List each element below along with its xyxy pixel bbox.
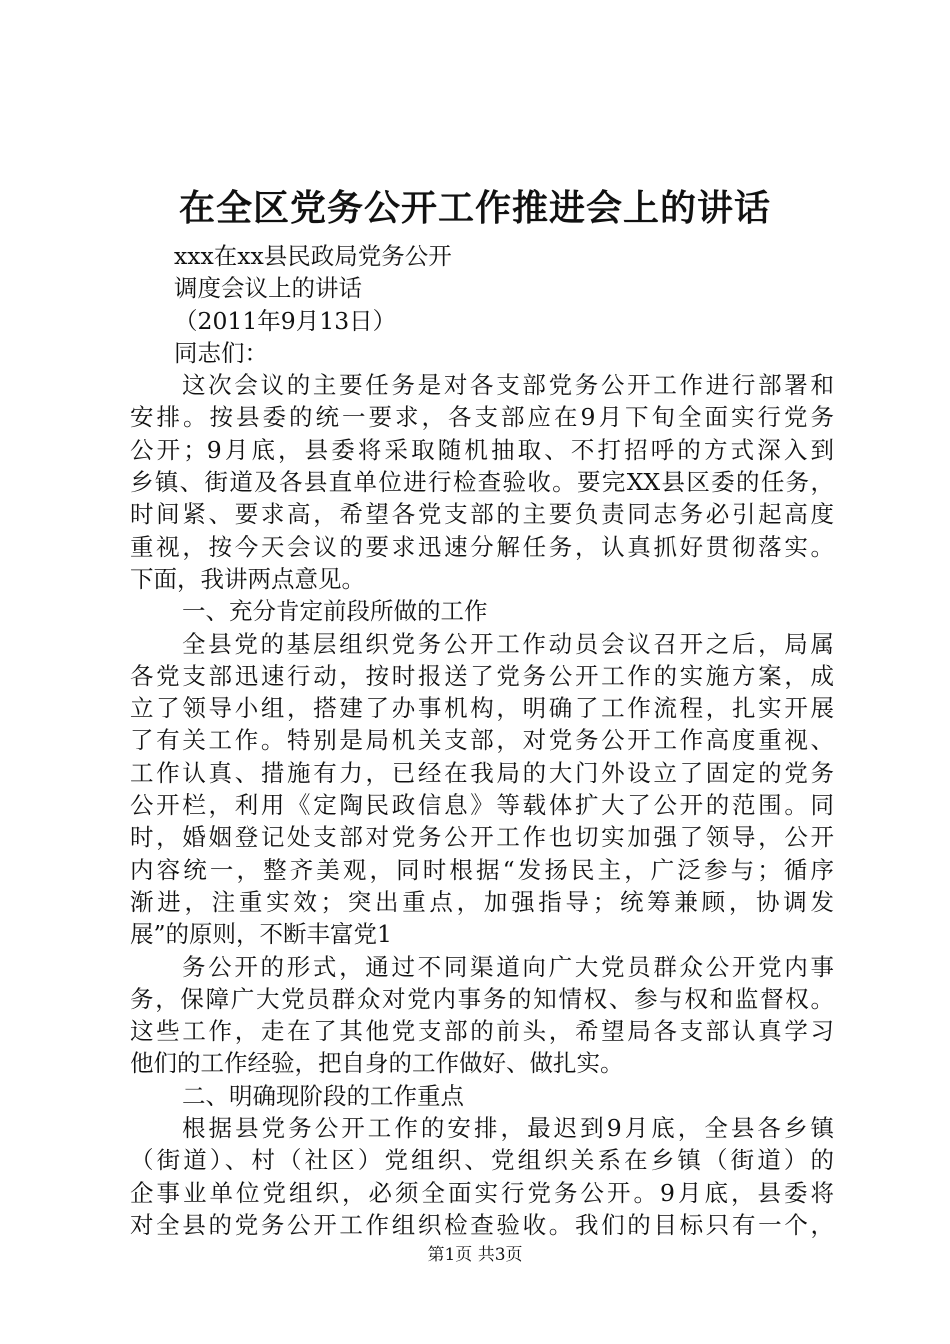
paragraph-line: 企事业单位党组织，必须全面实行党务公开。9月底，县委将 xyxy=(130,1178,834,1207)
paragraph-line: 下面，我讲两点意见。 xyxy=(130,564,365,593)
paragraph-line: 公开；9月底，县委将采取随机抽取、不打招呼的方式深入到 xyxy=(130,435,834,464)
paragraph-line: 这次会议的主要任务是对各支部党务公开工作进行部署和 xyxy=(182,371,834,400)
salutation: 同志们： xyxy=(174,338,268,367)
document-body xyxy=(130,240,834,1241)
paragraph-line: 公开栏，利用《定陶民政信息》等载体扩大了公开的范围。同 xyxy=(130,791,834,820)
paragraph-line: 务，保障广大党员群众对党内事务的知情权、参与权和监督权。 xyxy=(130,984,834,1013)
document-title: 在全区党务公开工作推进会上的讲话 xyxy=(178,187,771,229)
paragraph-line: 立了领导小组，搭建了办事机构，明确了工作流程，扎实开展 xyxy=(130,694,834,723)
paragraph-line: 时间紧、要求高，希望各党支部的主要负责同志务必引起高度 xyxy=(130,500,834,529)
section-heading-2: 二、明确现阶段的工作重点 xyxy=(182,1081,464,1110)
paragraph-line: 时，婚姻登记处支部对党务公开工作也切实加强了领导，公开 xyxy=(130,823,834,852)
paragraph-line: 乡镇、街道及各县直单位进行检查验收。要完XX县区委的任务， xyxy=(130,468,834,497)
heading-line-speaker: xxx在xx县民政局党务公开 xyxy=(174,242,452,270)
paragraph-line: 根据县党务公开工作的安排，最迟到9月底，全县各乡镇 xyxy=(182,1114,834,1143)
paragraph-line: 展”的原则，不断丰富党1 xyxy=(130,920,392,949)
paragraph-line: 了有关工作。特别是局机关支部，对党务公开工作高度重视、 xyxy=(130,726,834,755)
heading-line-date: （2011年9月13日） xyxy=(174,306,397,335)
paragraph-line: 对全县的党务公开工作组织检查验收。我们的目标只有一个， xyxy=(130,1210,834,1239)
paragraph-line: 全县党的基层组织党务公开工作动员会议召开之后，局属 xyxy=(182,629,834,658)
paragraph-line: 渐进，注重实效；突出重点，加强指导；统筹兼顾，协调发 xyxy=(130,887,834,916)
paragraph-line: 工作认真、措施有力，已经在我局的大门外设立了固定的党务 xyxy=(130,758,834,787)
paragraph-line: 他们的工作经验，把自身的工作做好、做扎实。 xyxy=(130,1049,624,1078)
paragraph-line: 内容统一，整齐美观，同时根据“发扬民主，广泛参与；循序 xyxy=(130,855,834,884)
heading-line-occasion: 调度会议上的讲话 xyxy=(174,274,362,303)
paragraph-line: 安排。按县委的统一要求，各支部应在9月下旬全面实行党务 xyxy=(130,403,834,432)
paragraph-line: 务公开的形式，通过不同渠道向广大党员群众公开党内事 xyxy=(182,952,834,981)
section-heading-1: 一、充分肯定前段所做的工作 xyxy=(182,597,488,626)
paragraph-line: 重视，按今天会议的要求迅速分解任务，认真抓好贯彻落实。 xyxy=(130,532,834,561)
page-number-footer: 第1页 共3页 xyxy=(427,1245,523,1265)
paragraph-line: （街道）、村（社区）党组织、党组织关系在乡镇（街道）的 xyxy=(130,1146,834,1175)
paragraph-line: 各党支部迅速行动，按时报送了党务公开工作的实施方案，成 xyxy=(130,661,834,690)
paragraph-line: 这些工作，走在了其他党支部的前头，希望局各支部认真学习 xyxy=(130,1017,834,1046)
